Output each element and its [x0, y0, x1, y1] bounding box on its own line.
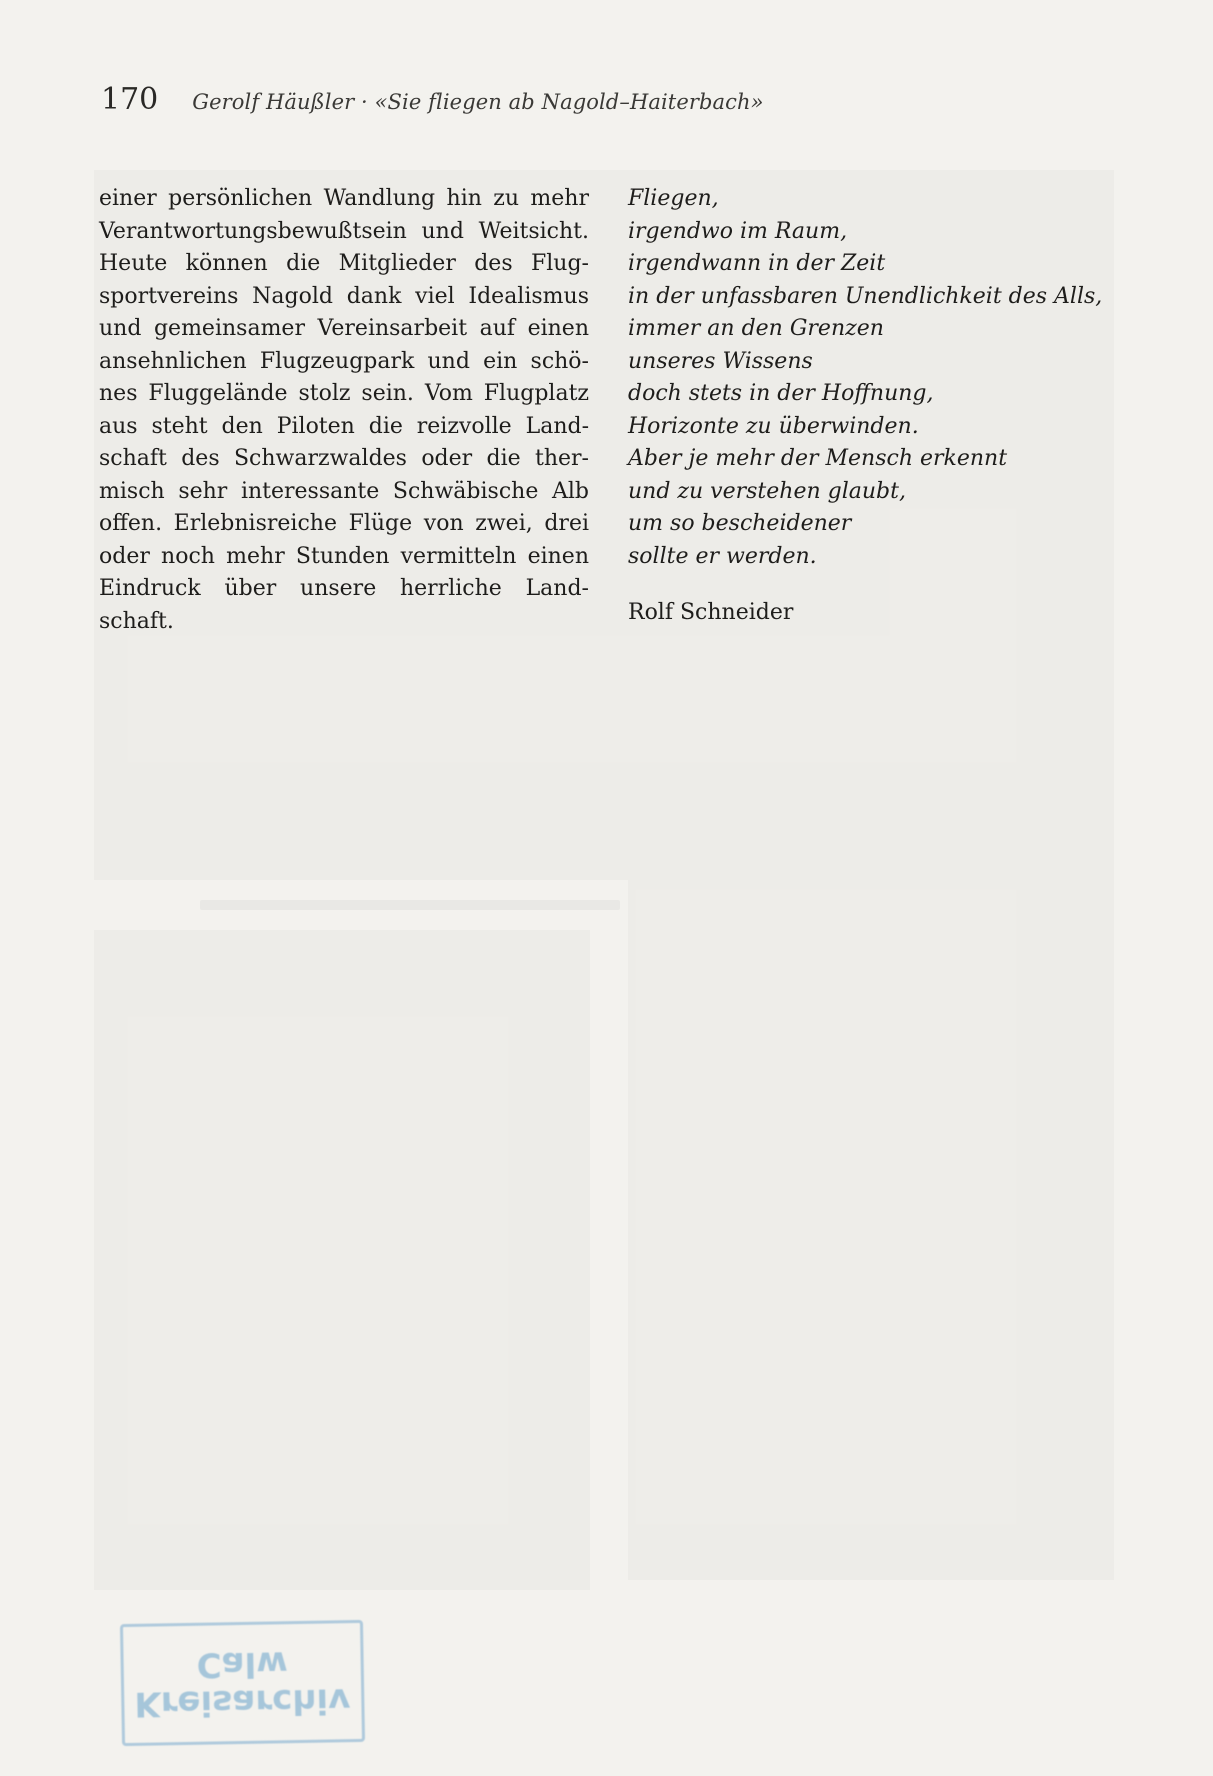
body-text-line: einer persönlichen Wandlung hin zu mehr: [99, 186, 589, 211]
poem-line: um so bescheidener: [628, 511, 852, 536]
poem-line: irgendwann in der Zeit: [628, 251, 886, 276]
poem-author: Rolf Schneider: [628, 600, 794, 625]
body-text-line: oder noch mehr Stunden vermitteln einen: [99, 543, 589, 569]
poem-line: unseres Wissens: [628, 348, 813, 374]
stamp-text-line1: Kreisarchiv: [134, 1680, 352, 1724]
poem-line: Horizonte zu überwinden.: [628, 413, 919, 439]
poem-line: immer an den Grenzen: [628, 316, 884, 341]
body-text-line: Eindruck über unsere herrliche Land-: [99, 576, 589, 601]
body-text-line: und gemeinsamer Vereinsarbeit auf einen: [99, 316, 589, 341]
stamp-text-line2: Calw: [196, 1643, 288, 1685]
poem-column: [628, 183, 1108, 630]
poem-line: doch stets in der Hoffnung,: [628, 381, 934, 406]
bleed-through-caption: [200, 900, 620, 910]
poem-line: irgendwo im Raum,: [628, 218, 848, 244]
body-text-line: sportvereins Nagold dank viel Idealismus: [99, 283, 589, 309]
body-text-line: schaft.: [99, 608, 174, 634]
body-text-line: offen. Erlebnisreiche Flüge von zwei, drei: [99, 511, 589, 536]
body-text-line: ansehnlichen Flugzeugpark und ein schö-: [99, 348, 589, 374]
bleed-through-text-right: [628, 880, 1114, 1580]
running-head: [101, 82, 1101, 122]
body-text-line: Heute können die Mitglieder des Flug-: [99, 251, 589, 276]
running-head-title: Gerolf Häußler · «Sie fliegen ab Nagold–Haiterbach»: [192, 90, 764, 114]
body-text-line: misch sehr interessante Schwäbische Alb: [99, 478, 589, 504]
archive-stamp: [120, 1620, 365, 1746]
poem-line: Fliegen,: [628, 186, 719, 211]
body-text-line: Verantwortungsbewußtsein und Weitsicht.: [99, 218, 589, 244]
page-number: 170: [101, 82, 159, 117]
poem-line: Aber je mehr der Mensch erkennt: [628, 446, 1008, 471]
body-text-line: nes Fluggelände stolz sein. Vom Flugplatz: [99, 381, 589, 406]
poem-line: in der unfassbaren Unendlichkeit des Alls,: [628, 283, 1103, 309]
poem-line: sollte er werden.: [628, 543, 817, 569]
poem-line: und zu verstehen glaubt,: [628, 478, 906, 504]
body-text-column: [99, 183, 589, 638]
bleed-through-text-left: [94, 930, 590, 1590]
body-text-line: aus steht den Piloten die reizvolle Land-: [99, 413, 589, 439]
body-text-line: schaft des Schwarzwaldes oder die ther-: [99, 446, 589, 471]
